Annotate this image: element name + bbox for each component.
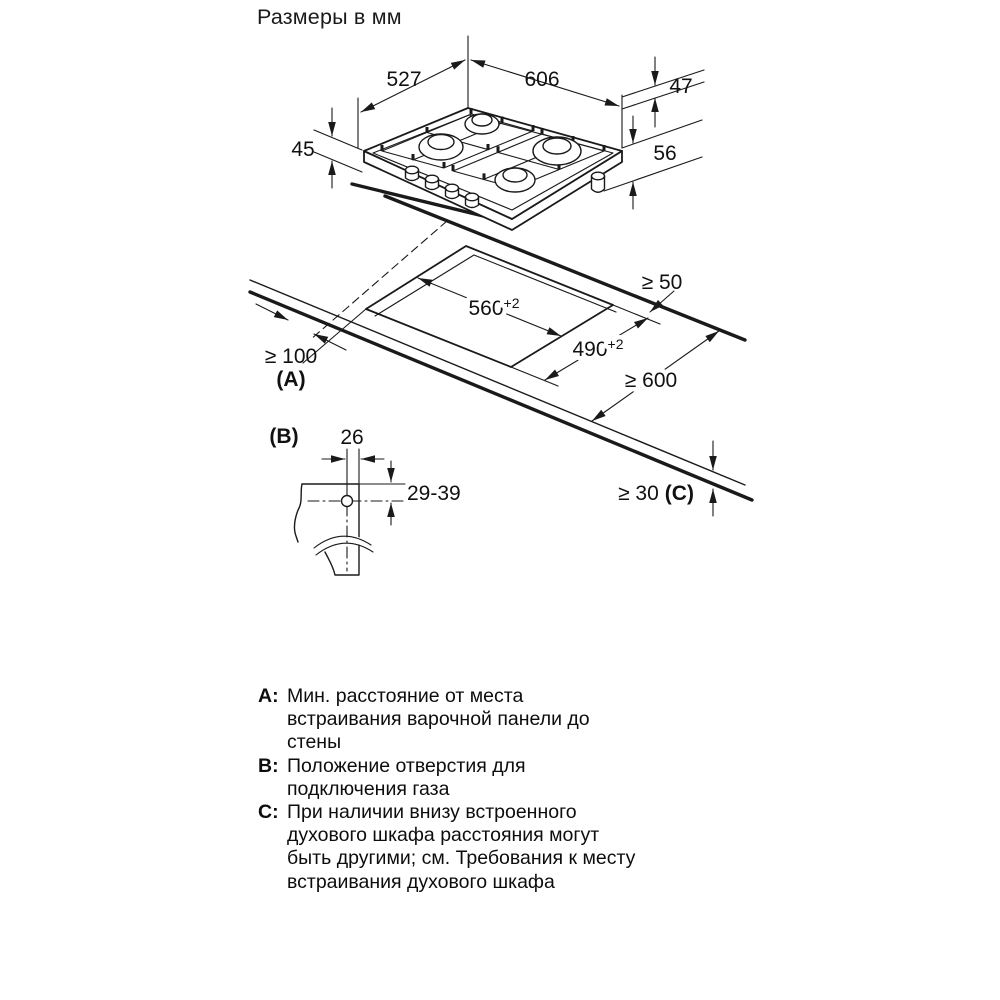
legend — [258, 685, 728, 894]
dim-worktop-thickness: ≥ 30 (C) — [618, 482, 694, 505]
dim-hob-depth: 527 — [386, 68, 422, 91]
worktop-front-edge-bottom — [250, 292, 752, 500]
dim-back-clearance: ≥ 50 — [641, 271, 683, 294]
side-wall-projection-line — [310, 221, 447, 340]
legend-key-b: B: — [258, 754, 279, 777]
legend-item-a — [258, 685, 728, 755]
worktop-cutout-view — [250, 196, 752, 516]
dim-cutout-width: $560^{+2}$ — [468, 295, 520, 320]
legend-text-b: Положение отверстия для подключения газа — [287, 754, 526, 800]
legend-text-a: Мин. расстояние от места встраивания варочной панели до стены — [287, 685, 590, 754]
legend-key-a: A: — [258, 685, 279, 707]
legend-item-b — [258, 755, 728, 801]
dim-side-clearance: ≥ 100 — [264, 345, 318, 368]
detail-b-ref: (B) — [269, 425, 299, 448]
legend-key-c: C: — [258, 801, 279, 824]
dim-hole-range: 29-39 — [407, 482, 461, 505]
gas-hole — [342, 496, 353, 507]
dim-hob-width: 606 — [524, 68, 560, 91]
dim-hob-height-top: 47 — [669, 75, 693, 98]
gas-connection-detail — [269, 425, 460, 575]
dim-cutout-depth: $490^{+2}$ — [572, 336, 624, 361]
dim-worktop-depth: ≥ 600 — [624, 369, 678, 392]
dim-hole-offset: 26 — [340, 426, 364, 449]
page-title: Размеры в мм — [257, 5, 402, 29]
legend-text-c: При наличии внизу встроенного духового шкафа расстояния могут быть другими; см. Требования к месту встраивания духового шкафа — [287, 801, 636, 893]
dim-hob-height-total: 56 — [653, 142, 677, 165]
worktop-back-edge — [385, 196, 745, 340]
dim-side-clearance-ref: (A) — [276, 368, 306, 391]
hob-foot — [592, 172, 605, 192]
dim-hob-height-front: 45 — [291, 138, 315, 161]
legend-item-c — [258, 801, 728, 894]
hob-isometric-view — [291, 36, 704, 230]
